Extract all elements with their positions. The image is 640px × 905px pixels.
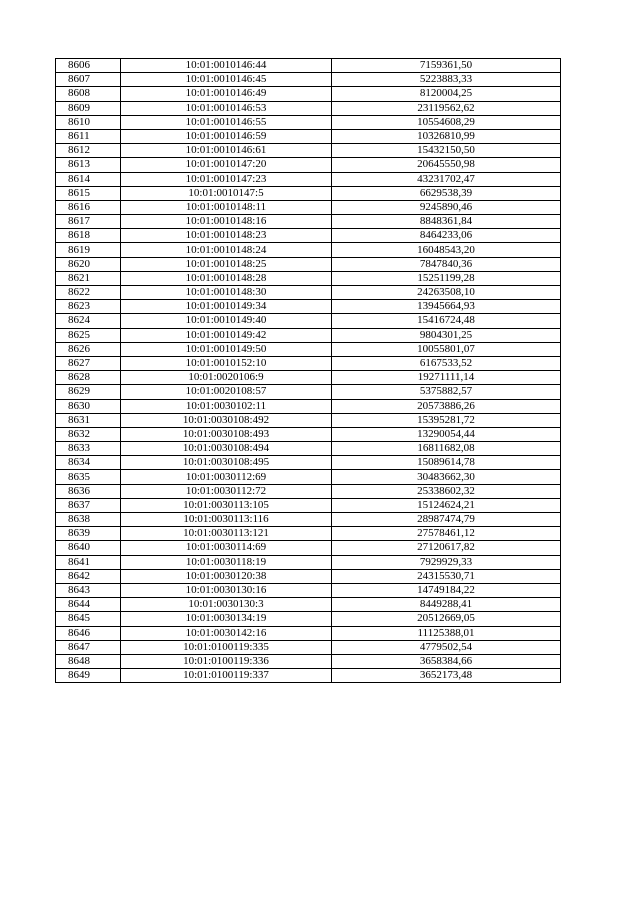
cadastral-number-cell: 10:01:0030130:3	[121, 598, 332, 612]
cadastral-number-cell: 10:01:0030113:121	[121, 527, 332, 541]
row-number-cell: 8635	[56, 470, 121, 484]
row-number-cell: 8636	[56, 484, 121, 498]
table-row	[56, 342, 561, 356]
cadastral-value-cell: 15395281,72	[332, 413, 561, 427]
cadastral-number-cell: 10:01:0030113:105	[121, 498, 332, 512]
table-row	[56, 314, 561, 328]
cadastral-value-cell: 13945664,93	[332, 300, 561, 314]
cadastral-value-cell: 7847840,36	[332, 257, 561, 271]
cadastral-number-cell: 10:01:0010148:16	[121, 215, 332, 229]
cadastral-number-cell: 10:01:0010149:40	[121, 314, 332, 328]
table-row	[56, 498, 561, 512]
row-number-cell: 8624	[56, 314, 121, 328]
row-number-cell: 8637	[56, 498, 121, 512]
cadastral-value-cell: 25338602,32	[332, 484, 561, 498]
row-number-cell: 8625	[56, 328, 121, 342]
cadastral-value-cell: 43231702,47	[332, 172, 561, 186]
row-number-cell: 8614	[56, 172, 121, 186]
row-number-cell: 8611	[56, 129, 121, 143]
row-number-cell: 8633	[56, 442, 121, 456]
table-row	[56, 73, 561, 87]
row-number-cell: 8608	[56, 87, 121, 101]
table-row	[56, 456, 561, 470]
cadastral-number-cell: 10:01:0010147:5	[121, 186, 332, 200]
row-number-cell: 8617	[56, 215, 121, 229]
cadastral-value-cell: 8449288,41	[332, 598, 561, 612]
cadastral-value-cell: 7929929,33	[332, 555, 561, 569]
cadastral-value-cell: 23119562,62	[332, 101, 561, 115]
cadastral-value-cell: 8464233,06	[332, 229, 561, 243]
cadastral-value-cell: 20645550,98	[332, 158, 561, 172]
table-row	[56, 555, 561, 569]
row-number-cell: 8648	[56, 654, 121, 668]
cadastral-value-cell: 24263508,10	[332, 286, 561, 300]
cadastral-value-cell: 15432150,50	[332, 144, 561, 158]
cadastral-number-cell: 10:01:0010147:20	[121, 158, 332, 172]
row-number-cell: 8615	[56, 186, 121, 200]
row-number-cell: 8631	[56, 413, 121, 427]
cadastral-number-cell: 10:01:0010146:44	[121, 59, 332, 73]
table-row	[56, 101, 561, 115]
cadastral-value-cell: 10554608,29	[332, 115, 561, 129]
cadastral-number-cell: 10:01:0010148:23	[121, 229, 332, 243]
row-number-cell: 8642	[56, 569, 121, 583]
cadastral-number-cell: 10:01:0100119:336	[121, 654, 332, 668]
cadastral-value-cell: 20512669,05	[332, 612, 561, 626]
cadastral-number-cell: 10:01:0010148:24	[121, 243, 332, 257]
cadastral-number-cell: 10:01:0010148:11	[121, 200, 332, 214]
cadastral-value-cell: 15089614,78	[332, 456, 561, 470]
cadastral-number-cell: 10:01:0010148:30	[121, 286, 332, 300]
table-row	[56, 129, 561, 143]
row-number-cell: 8629	[56, 385, 121, 399]
cadastral-number-cell: 10:01:0010146:59	[121, 129, 332, 143]
table-row	[56, 470, 561, 484]
table-row	[56, 243, 561, 257]
cadastral-value-cell: 15124624,21	[332, 498, 561, 512]
row-number-cell: 8622	[56, 286, 121, 300]
cadastral-value-cell: 5223883,33	[332, 73, 561, 87]
row-number-cell: 8610	[56, 115, 121, 129]
row-number-cell: 8607	[56, 73, 121, 87]
cadastral-value-cell: 8120004,25	[332, 87, 561, 101]
row-number-cell: 8620	[56, 257, 121, 271]
table-row	[56, 356, 561, 370]
row-number-cell: 8634	[56, 456, 121, 470]
cadastral-number-cell: 10:01:0010147:23	[121, 172, 332, 186]
table-row	[56, 583, 561, 597]
cadastral-number-cell: 10:01:0010149:34	[121, 300, 332, 314]
cadastral-value-cell: 9245890,46	[332, 200, 561, 214]
table-row	[56, 513, 561, 527]
cadastral-value-cell: 4779502,54	[332, 640, 561, 654]
cadastral-value-cell: 15416724,48	[332, 314, 561, 328]
row-number-cell: 8619	[56, 243, 121, 257]
cadastral-value-cell: 7159361,50	[332, 59, 561, 73]
table-row	[56, 626, 561, 640]
cadastral-number-cell: 10:01:0010146:61	[121, 144, 332, 158]
table-row	[56, 385, 561, 399]
cadastral-value-cell: 19271111,14	[332, 371, 561, 385]
cadastral-value-cell: 24315530,71	[332, 569, 561, 583]
table-row	[56, 484, 561, 498]
cadastral-value-cell: 15251199,28	[332, 271, 561, 285]
cadastral-number-cell: 10:01:0030114:69	[121, 541, 332, 555]
cadastral-number-cell: 10:01:0030102:11	[121, 399, 332, 413]
cadastral-number-cell: 10:01:0030112:72	[121, 484, 332, 498]
row-number-cell: 8626	[56, 342, 121, 356]
cadastral-number-cell: 10:01:0030118:19	[121, 555, 332, 569]
table-row	[56, 229, 561, 243]
cadastral-value-cell: 27578461,12	[332, 527, 561, 541]
cadastral-number-cell: 10:01:0030108:495	[121, 456, 332, 470]
row-number-cell: 8647	[56, 640, 121, 654]
table-row	[56, 328, 561, 342]
cadastral-number-cell: 10:01:0010146:55	[121, 115, 332, 129]
cadastral-value-cell: 8848361,84	[332, 215, 561, 229]
row-number-cell: 8630	[56, 399, 121, 413]
table-row	[56, 271, 561, 285]
cadastral-number-cell: 10:01:0010148:25	[121, 257, 332, 271]
cadastral-value-cell: 11125388,01	[332, 626, 561, 640]
cadastral-value-cell: 9804301,25	[332, 328, 561, 342]
row-number-cell: 8609	[56, 101, 121, 115]
cadastral-number-cell: 10:01:0010149:50	[121, 342, 332, 356]
table-row	[56, 186, 561, 200]
row-number-cell: 8612	[56, 144, 121, 158]
table-row	[56, 286, 561, 300]
row-number-cell: 8640	[56, 541, 121, 555]
cadastral-number-cell: 10:01:0030108:492	[121, 413, 332, 427]
cadastral-number-cell: 10:01:0010146:45	[121, 73, 332, 87]
cadastral-value-cell: 5375882,57	[332, 385, 561, 399]
row-number-cell: 8623	[56, 300, 121, 314]
row-number-cell: 8613	[56, 158, 121, 172]
table-row	[56, 541, 561, 555]
cadastral-number-cell: 10:01:0030142:16	[121, 626, 332, 640]
cadastral-number-cell: 10:01:0030134:19	[121, 612, 332, 626]
row-number-cell: 8628	[56, 371, 121, 385]
cadastral-value-cell: 28987474,79	[332, 513, 561, 527]
row-number-cell: 8641	[56, 555, 121, 569]
cadastral-number-cell: 10:01:0020106:9	[121, 371, 332, 385]
cadastral-number-cell: 10:01:0010146:49	[121, 87, 332, 101]
cadastral-number-cell: 10:01:0020108:57	[121, 385, 332, 399]
table-row	[56, 300, 561, 314]
table-body	[56, 59, 561, 683]
cadastral-value-cell: 3658384,66	[332, 654, 561, 668]
table-row	[56, 59, 561, 73]
cadastral-number-cell: 10:01:0030108:493	[121, 427, 332, 441]
table-row	[56, 669, 561, 683]
table-row	[56, 158, 561, 172]
row-number-cell: 8646	[56, 626, 121, 640]
cadastral-value-cell: 27120617,82	[332, 541, 561, 555]
cadastral-number-cell: 10:01:0030112:69	[121, 470, 332, 484]
table-row	[56, 427, 561, 441]
table-row	[56, 654, 561, 668]
row-number-cell: 8645	[56, 612, 121, 626]
table-row	[56, 115, 561, 129]
row-number-cell: 8644	[56, 598, 121, 612]
cadastral-number-cell: 10:01:0030108:494	[121, 442, 332, 456]
row-number-cell: 8621	[56, 271, 121, 285]
cadastral-number-cell: 10:01:0010148:28	[121, 271, 332, 285]
table-row	[56, 172, 561, 186]
cadastral-value-cell: 16048543,20	[332, 243, 561, 257]
row-number-cell: 8632	[56, 427, 121, 441]
cadastral-number-cell: 10:01:0010149:42	[121, 328, 332, 342]
table-row	[56, 598, 561, 612]
table-row	[56, 144, 561, 158]
cadastral-value-cell: 13290054,44	[332, 427, 561, 441]
row-number-cell: 8638	[56, 513, 121, 527]
table-row	[56, 371, 561, 385]
row-number-cell: 8643	[56, 583, 121, 597]
table-row	[56, 527, 561, 541]
table-row	[56, 413, 561, 427]
table-row	[56, 200, 561, 214]
cadastral-value-cell: 16811682,08	[332, 442, 561, 456]
cadastral-number-cell: 10:01:0100119:337	[121, 669, 332, 683]
cadastral-value-cell: 10326810,99	[332, 129, 561, 143]
row-number-cell: 8606	[56, 59, 121, 73]
row-number-cell: 8639	[56, 527, 121, 541]
row-number-cell: 8616	[56, 200, 121, 214]
cadastral-number-cell: 10:01:0100119:335	[121, 640, 332, 654]
table-row	[56, 569, 561, 583]
cadastral-value-cell: 30483662,30	[332, 470, 561, 484]
cadastral-value-table	[55, 58, 561, 683]
row-number-cell: 8649	[56, 669, 121, 683]
cadastral-value-cell: 20573886,26	[332, 399, 561, 413]
cadastral-value-cell: 6167533,52	[332, 356, 561, 370]
row-number-cell: 8618	[56, 229, 121, 243]
row-number-cell: 8627	[56, 356, 121, 370]
cadastral-number-cell: 10:01:0030130:16	[121, 583, 332, 597]
table-row	[56, 442, 561, 456]
cadastral-value-cell: 10055801,07	[332, 342, 561, 356]
cadastral-value-cell: 6629538,39	[332, 186, 561, 200]
cadastral-value-cell: 3652173,48	[332, 669, 561, 683]
cadastral-number-cell: 10:01:0010146:53	[121, 101, 332, 115]
cadastral-number-cell: 10:01:0030113:116	[121, 513, 332, 527]
table-row	[56, 612, 561, 626]
table-row	[56, 87, 561, 101]
table-row	[56, 257, 561, 271]
table-row	[56, 399, 561, 413]
cadastral-number-cell: 10:01:0010152:10	[121, 356, 332, 370]
cadastral-value-cell: 14749184,22	[332, 583, 561, 597]
cadastral-number-cell: 10:01:0030120:38	[121, 569, 332, 583]
table-row	[56, 640, 561, 654]
table-row	[56, 215, 561, 229]
